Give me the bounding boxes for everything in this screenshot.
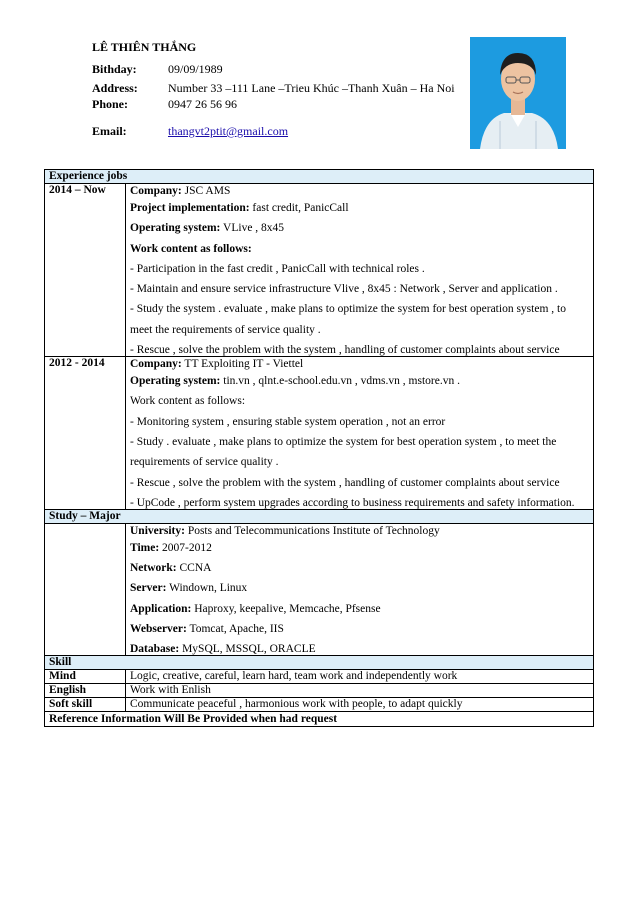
skill-label: Soft skill (45, 698, 126, 712)
phone-row (92, 97, 237, 112)
job-row (45, 184, 594, 357)
skill-label: English (45, 684, 126, 698)
footer-row (45, 712, 594, 727)
work-content-label: Work content as follows: (130, 395, 246, 408)
company-line: Company: TT Exploiting IT - Viettel (130, 358, 304, 371)
skill-value: Logic, creative, careful, learn hard, team work and independently work (126, 670, 594, 684)
address-value: Number 33 –111 Lane –Trieu Khúc –Thanh Xuân – Ha Noi (168, 81, 455, 95)
study-item: Network: CCNA (130, 562, 212, 575)
skill-row (45, 684, 594, 698)
skill-row (45, 670, 594, 684)
job-period: 2014 – Now (45, 184, 126, 357)
study-item: Database: MySQL, MSSQL, ORACLE (130, 643, 316, 656)
birthday-label: Bithday: (92, 62, 137, 76)
skill-value: Work with Enlish (126, 684, 594, 698)
job-row (45, 357, 594, 510)
address-row (92, 81, 455, 96)
project-line: Project implementation: fast credit, PanicCall (130, 202, 349, 214)
study-item: Server: Windown, Linux (130, 582, 248, 595)
study-section-title: Study – Major (45, 509, 594, 523)
phone-label: Phone: (92, 97, 128, 111)
work-line: - Participation in the fast credit , PanicCall with technical roles . (130, 262, 425, 275)
study-row (45, 523, 594, 655)
study-item: Webserver: Tomcat, Apache, IIS (130, 623, 284, 636)
work-line: - Rescue , solve the problem with the system , handling of customer complaints about service (130, 344, 560, 357)
birthday-value: 09/09/1989 (168, 62, 223, 76)
work-line: - Study the system . evaluate , make plans to optimize the system for best operation system , to (130, 303, 566, 316)
profile-photo (470, 37, 566, 149)
study-item: University: Posts and Telecommunications Institute of Technology (130, 524, 440, 537)
work-line: - Rescue , solve the problem with the system , handling of customer complaints about service (130, 476, 560, 489)
phone-value: 0947 26 56 96 (168, 97, 237, 111)
study-item: Application: Haproxy, keepalive, Memcache, Pfsense (130, 602, 381, 615)
skill-header-row (45, 656, 594, 670)
birthday-row (92, 62, 223, 77)
skill-row (45, 698, 594, 712)
study-empty-cell (45, 523, 126, 655)
os-line: Operating system: VLive , 8x45 (130, 222, 285, 235)
candidate-name: LÊ THIÊN THẮNG (92, 40, 197, 54)
experience-section-title: Experience jobs (45, 170, 594, 184)
email-link[interactable]: thangvt2ptit@gmail.com (168, 124, 289, 138)
work-line: requirements of service quality . (130, 456, 279, 469)
address-label: Address: (92, 81, 138, 95)
work-line: meet the requirements of service quality . (130, 323, 321, 336)
company-line: Company: JSC AMS (130, 185, 231, 197)
reference-note: Reference Information Will Be Provided when had request (45, 712, 594, 727)
work-line: - Maintain and ensure service infrastructure Vlive , 8x45 : Network , Server and application . (130, 283, 558, 296)
email-label: Email: (92, 124, 127, 138)
study-header-row (45, 509, 594, 523)
job-details (126, 357, 594, 510)
work-line: - Monitoring system , ensuring stable system operation , not an error (130, 415, 446, 428)
skill-section-title: Skill (45, 656, 594, 670)
study-item: Time: 2007-2012 (130, 541, 212, 554)
work-content-label: Work content as follows: (130, 242, 252, 255)
skill-value: Communicate peaceful , harmonious work with people, to adapt quickly (126, 698, 594, 712)
experience-header-row (45, 170, 594, 184)
work-line: - UpCode , perform system upgrades according to business requirements and safety information. (130, 496, 575, 509)
work-line: - Study . evaluate , make plans to optimize the system for best operation system , to meet the (130, 435, 557, 448)
study-details (126, 523, 594, 655)
cv-table (44, 169, 594, 727)
skill-label: Mind (45, 670, 126, 684)
email-row (92, 124, 288, 139)
job-details (126, 184, 594, 357)
os-line: Operating system: tin.vn , qlnt.e-school.edu.vn , vdms.vn , mstore.vn . (130, 375, 460, 388)
job-period: 2012 - 2014 (45, 357, 126, 510)
